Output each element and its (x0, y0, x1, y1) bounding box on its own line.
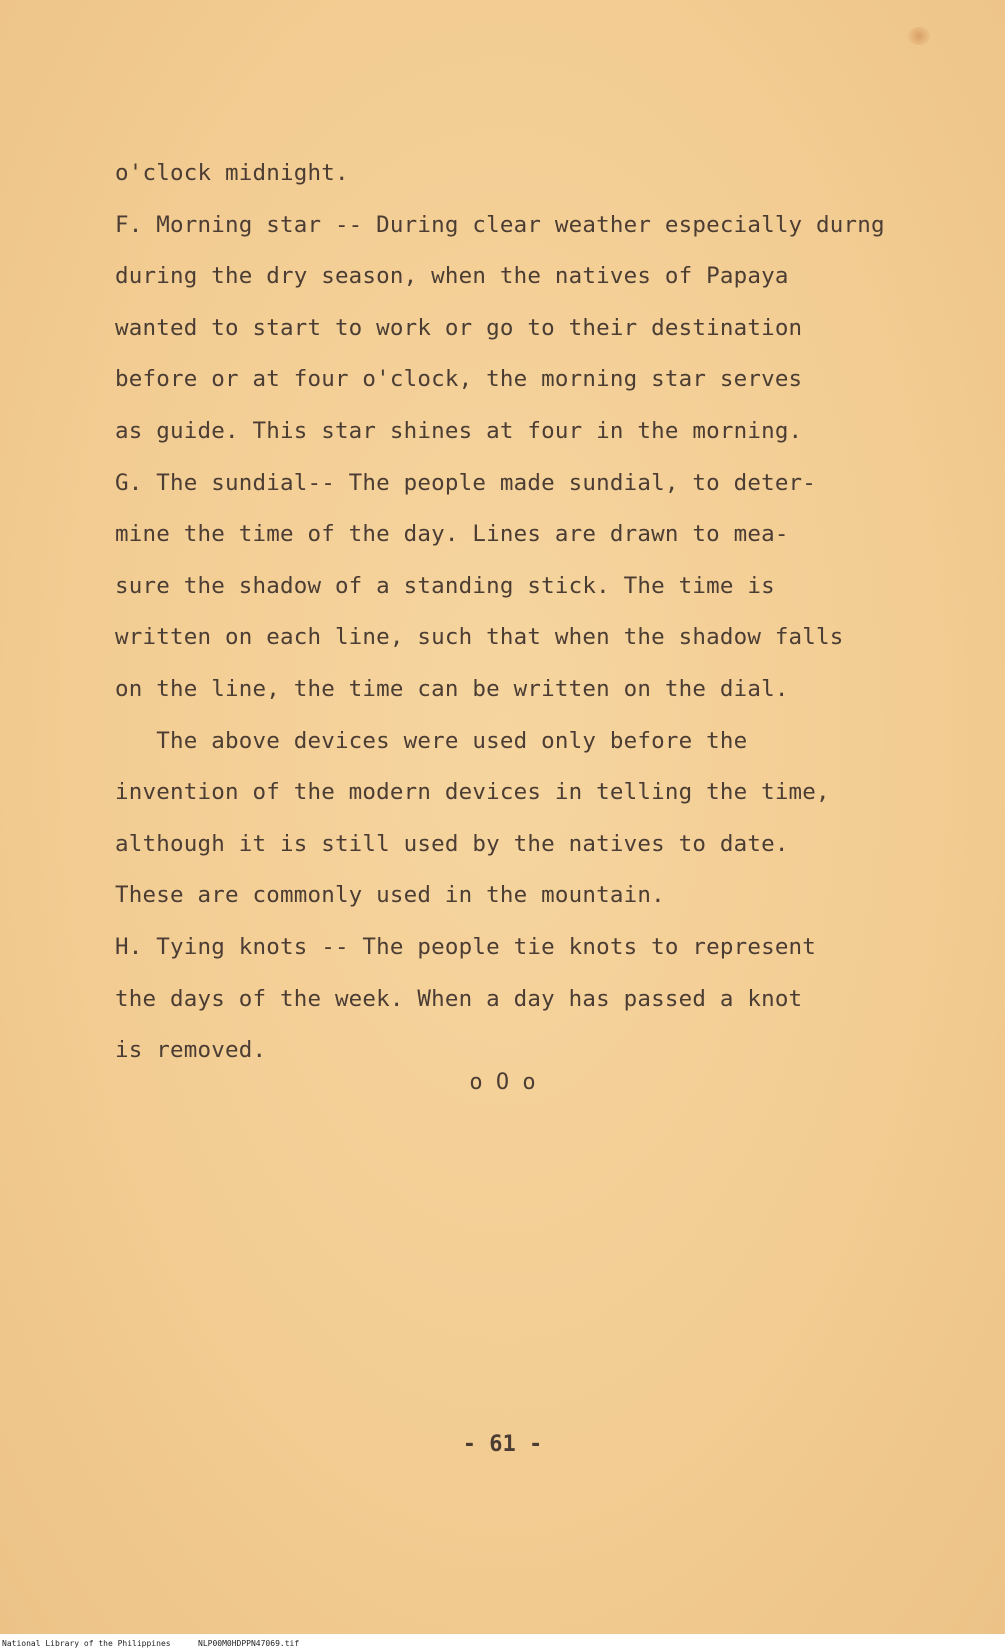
text-line: H. Tying knots -- The people tie knots to represent (115, 933, 817, 960)
text-line: on the line, the time can be written on the dial. (115, 675, 789, 702)
text-line: invention of the modern devices in telling the time, (115, 779, 830, 806)
text-line: written on each line, such that when the shadow falls (115, 624, 844, 651)
text-line: sure the shadow of a standing stick. The time is (115, 572, 775, 599)
footer-library: National Library of the Philippines (2, 1639, 171, 1648)
text-line: o'clock midnight. (115, 160, 349, 186)
text-line: as guide. This star shines at four in the morning. (115, 417, 803, 444)
text-line: the days of the week. When a day has passed a knot (115, 985, 803, 1012)
footer-file-id: NLP00M0HDPPN47069.tif (198, 1639, 300, 1648)
text-line: during the dry season, when the natives of Papaya (115, 263, 789, 290)
text-line: before or at four o'clock, the morning star serves (115, 366, 803, 393)
section-end-ornament: o O o (469, 1070, 536, 1095)
text-line: These are commonly used in the mountain. (115, 882, 665, 909)
text-line: wanted to start to work or go to their destination (115, 314, 803, 341)
text-line: G. The sundial-- The people made sundial, to deter- (115, 469, 817, 496)
text-line: F. Morning star -- During clear weather especially durng (115, 211, 885, 238)
text-line: The above devices were used only before the (115, 727, 748, 754)
text-line: although it is still used by the natives to date. (115, 830, 789, 857)
paper-stain (908, 27, 930, 45)
document-body (115, 148, 995, 1077)
text-line: mine the time of the day. Lines are drawn to mea- (115, 521, 789, 548)
text-line: is removed. (115, 1037, 267, 1064)
page-number: - 61 - (462, 1432, 543, 1457)
scan-footer (0, 1638, 1005, 1650)
